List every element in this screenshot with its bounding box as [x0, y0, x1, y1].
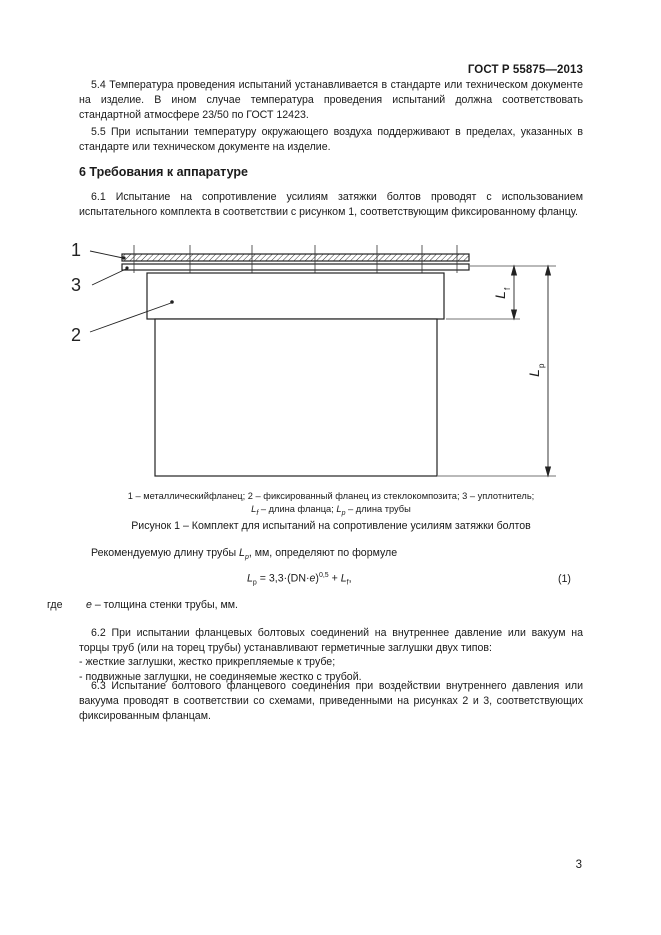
list-item-movable-text: - подвижные заглушки, не соединяемые жестко с трубой. [79, 671, 362, 683]
section-heading-6: 6 Требования к аппаратуре [79, 165, 248, 179]
figure-1-legend [79, 490, 583, 520]
callout-1: 1 [71, 240, 82, 260]
dim-lp-sub: p [537, 363, 546, 368]
paragraph-5-5: 5.5 При испытании температуру окружающего воздуха поддерживают в пределах, указанных в стандарте или техническом документе на изделие. [79, 126, 583, 154]
metal-flange [122, 254, 469, 261]
seal [122, 264, 469, 270]
figure-1-caption: Рисунок 1 – Комплект для испытаний на сопротивление усилиям затяжки болтов [131, 520, 531, 532]
paragraph-6-1: 6.1 Испытание на сопротивление усилиям затяжки болтов проводят с использованием испытательного комплекта в соответствии с рисунком 1, соответствующим фиксированному фланцу. [79, 191, 583, 219]
dim-lf-sub: f [503, 287, 512, 290]
formula-1: $L_p = 3,3\cdot(DN\cdot e)^{0,5} + L_f$, [247, 572, 352, 587]
paragraph-6-3: 6.3 Испытание болтового фланцевого соединения при воздействии внутреннего давления или вакуума проводят в соответствии со схемами, приведенными на рисунках 2 и 3, соответствующих фиксированным фланцам. [79, 680, 583, 723]
document-header: ГОСТ Р 55875—2013 [467, 64, 583, 76]
pipe [155, 319, 437, 476]
dimension-lp-label [526, 363, 546, 377]
callout-3: 3 [71, 275, 82, 295]
dim-lf-text: L [492, 291, 508, 299]
leader-3 [92, 269, 126, 285]
legend-line-1: 1 – металлическийфланец; 2 – фиксированный фланец из стеклокомпозита; 3 – уплотнитель; [127, 491, 535, 501]
dim-lp-text: L [526, 369, 542, 377]
where-definition: e – толщина стенки трубы, мм. [86, 599, 238, 611]
list-item-rigid: - жесткие заглушки, жестко прикрепляемые к трубе; [79, 656, 336, 668]
callout-2: 2 [71, 325, 82, 345]
dimension-lf [512, 266, 517, 319]
paragraph-6-2: 6.2 При испытании фланцевых болтовых соединений на внутреннее давление или вакуум на торцы труб (или на торец трубы) устанавливают герметичные заглушки двух типов: [79, 627, 583, 655]
leader-1 [90, 251, 123, 258]
where-label: где [47, 599, 63, 611]
paragraph-5-4: 5.4 Температура проведения испытаний устанавливается в стандарте или техническом документе на изделие. В ином случае температура проведения испытаний должна соответствовать стандартной атмосфере 23/50 по ГОСТ 12423. [79, 79, 583, 122]
legend-line-2: $L_f$ – длина фланца; $L_p$ – длина трубы [251, 504, 411, 517]
page-number: 3 [575, 859, 582, 871]
dimension-lf-label [492, 287, 512, 299]
formula-intro: Рекомендуемую длину трубы $L_p$, мм, определяют по формуле [91, 547, 398, 562]
fixed-flange [147, 273, 444, 319]
equation-number: (1) [558, 573, 571, 585]
dimension-lp [546, 266, 551, 476]
